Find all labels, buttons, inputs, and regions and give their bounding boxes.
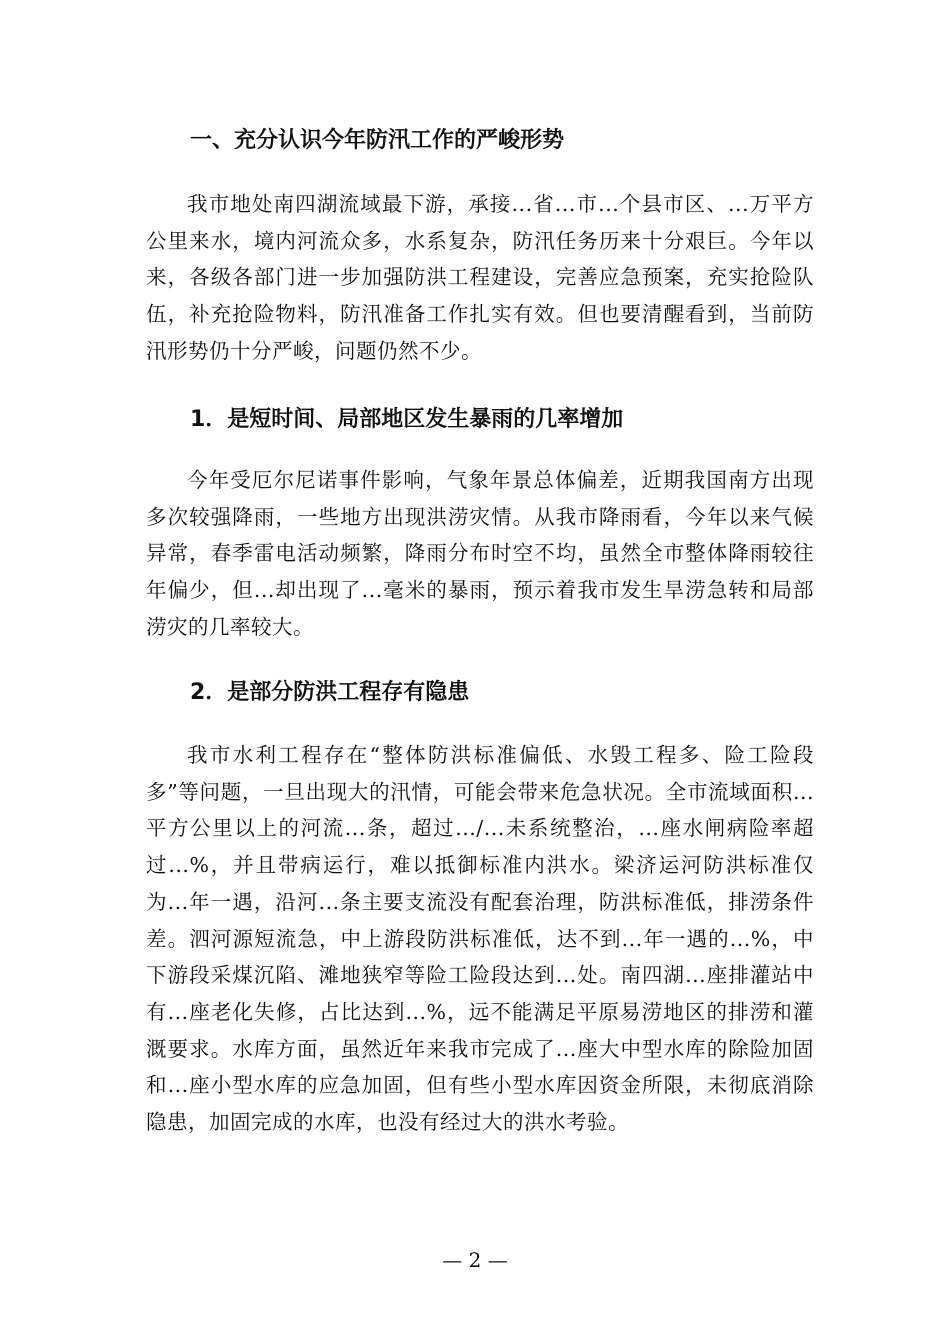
page-number: — 2 — [442, 1248, 508, 1272]
paragraph-1: 今年受厄尔尼诺事件影响，气象年景总体偏差，近期我国南方出现多次较强降雨，一些地方出现洪涝灾情。从我市降雨看，今年以来气候异常，春季雷电活动频繁，降雨分布时空不均，虽然全市整体降雨较往年偏少，但...却出现了...毫米的暴雨，预示着我市发生旱涝急转和局部涝灾的几率较大。 [146, 468, 814, 639]
intro-paragraph: 我市地处南四湖流域最下游，承接...省...市...个县市区、...万平方公里来水，境内河流众多，水系复杂，防汛任务历来十分艰巨。今年以来，各级各部门进一步加强防洪工程建设，完善应急预案，充实抢险队伍，补充抢险物料，防汛准备工作扎实有效。但也要清醒看到，当前防汛形势仍十分严峻，问题仍然不少。 [146, 192, 814, 363]
section-heading: 一、充分认识今年防汛工作的严峻形势 [190, 128, 565, 153]
subheading-1: 1．是短时间、局部地区发生暴雨的几率增加 [190, 407, 624, 432]
paragraph-2: 我市水利工程存在“整体防洪标准偏低、水毁工程多、险工险段多”等问题，一旦出现大的汛情，可能会带来危急状况。全市流域面积...平方公里以上的河流...条，超过.../...未系统整治，...座水闸病险率超过...%，并且带病运行，难以抵御标准内洪水。梁济运河防洪标准仅为...年一遇，沿河...条主要支流没有配套治理，防洪标准低，排涝条件差。泗河源短流急，中上游段防洪标准低，达不到...年一遇的...%，中下游段采煤沉陷、滩地狭窄等险工险段达到...处。南四湖...座排灌站中有...座老化失修，占比达到...%，远不能满足平原易涝地区的排涝和灌溉要求。水库方面，虽然近年来我市完成了...座大中型水库的除险加固和...座小型水库的应急加固，但有些小型水库因资金所限，未彻底消除隐患，加固完成的水库，也没有经过大的洪水考验。 [146, 743, 814, 1135]
subheading-2: 2．是部分防洪工程存有隐患 [190, 680, 470, 705]
